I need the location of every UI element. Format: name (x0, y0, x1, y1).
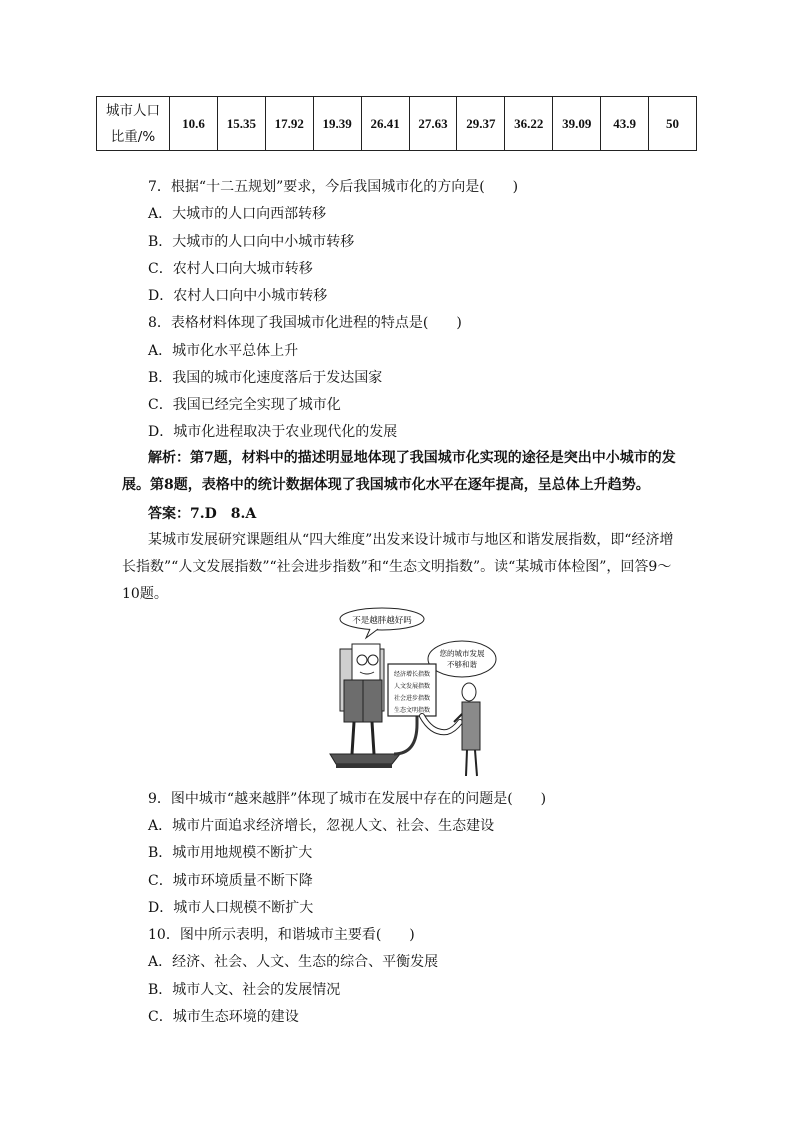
bubble-2-line-2: 不够和谐 (447, 660, 477, 669)
analysis-paragraph: 解析：第7题，材料中的描述明显地体现了我国城市化实现的途径是突出中小城市的发展。第8题，表格中的统计数据体现了我国城市化水平在逐年提高，呈总体上升趋势。 (122, 450, 676, 493)
question-7-option-b: B．大城市的人口向中小城市转移 (148, 234, 355, 250)
header-line-1: 城市人口 (106, 102, 160, 119)
table-cell: 15.35 (217, 97, 265, 151)
question-9-option-d: D．城市人口规模不断扩大 (148, 900, 314, 916)
question-9-option-a: A．城市片面追求经济增长，忽视人文、社会、生态建设 (148, 818, 495, 834)
chart-row-4: 生态文明指数 (393, 707, 431, 714)
question-8-stem: 8．表格材料体现了我国城市化进程的特点是( ) (148, 315, 462, 331)
question-7-option-a: A．大城市的人口向西部转移 (148, 206, 327, 222)
city-checkup-cartoon (322, 604, 497, 782)
question-7-option-c: C．农村人口向大城市转移 (148, 261, 313, 277)
urban-population-table (96, 96, 697, 151)
intro-paragraph: 某城市发展研究课题组从“四大维度”出发来设计城市与地区和谐发展指数，即“经济增长指数”“人文发展指数”“社会进步指数”和“生态文明指数”。读“某城市体检图”，回答9～10题。 (122, 532, 674, 602)
table-row (97, 97, 697, 151)
table-cell: 50 (649, 97, 697, 151)
question-9-stem: 9．图中城市“越来越胖”体现了城市在发展中存在的问题是( ) (148, 791, 547, 807)
bubble-2-line-1: 您的城市发展 (439, 649, 485, 658)
question-10-option-a: A．经济、社会、人文、生态的综合、平衡发展 (148, 954, 439, 970)
question-10-stem: 10．图中所示表明，和谐城市主要看( ) (148, 927, 415, 943)
question-8-option-a: A．城市化水平总体上升 (148, 343, 299, 359)
question-8-option-b: B．我国的城市化速度落后于发达国家 (148, 370, 383, 386)
table-cell: 19.39 (313, 97, 361, 151)
table-cell: 29.37 (457, 97, 505, 151)
question-7-stem: 7．根据“十二五规划”要求，今后我国城市化的方向是( ) (148, 179, 519, 195)
table-cell: 36.22 (505, 97, 553, 151)
bubble-1-text: 不是越胖越好吗 (352, 616, 412, 626)
question-9-option-c: C．城市环境质量不断下降 (148, 873, 313, 889)
answer-line: 答案：7.D 8.A (148, 506, 257, 522)
table-cell: 10.6 (170, 97, 218, 151)
question-10-option-b: B．城市人文、社会的发展情况 (148, 982, 341, 998)
table-cell: 17.92 (265, 97, 313, 151)
question-8-option-d: D．城市化进程取决于农业现代化的发展 (148, 424, 398, 440)
table-cell: 43.9 (601, 97, 649, 151)
table-row-header (97, 97, 170, 151)
question-7-option-d: D．农村人口向中小城市转移 (148, 288, 328, 304)
header-line-2: 比重/% (110, 128, 156, 145)
table-cell: 27.63 (409, 97, 457, 151)
question-8-option-c: C．我国已经完全实现了城市化 (148, 397, 341, 413)
question-10-option-c: C．城市生态环境的建设 (148, 1009, 299, 1025)
question-9-option-b: B．城市用地规模不断扩大 (148, 845, 313, 861)
chart-row-2: 人文发展指数 (393, 683, 431, 690)
chart-row-3: 社会进步指数 (393, 695, 431, 702)
table-cell: 26.41 (361, 97, 409, 151)
table-cell: 39.09 (553, 97, 601, 151)
chart-row-1: 经济增长指数 (393, 671, 431, 678)
